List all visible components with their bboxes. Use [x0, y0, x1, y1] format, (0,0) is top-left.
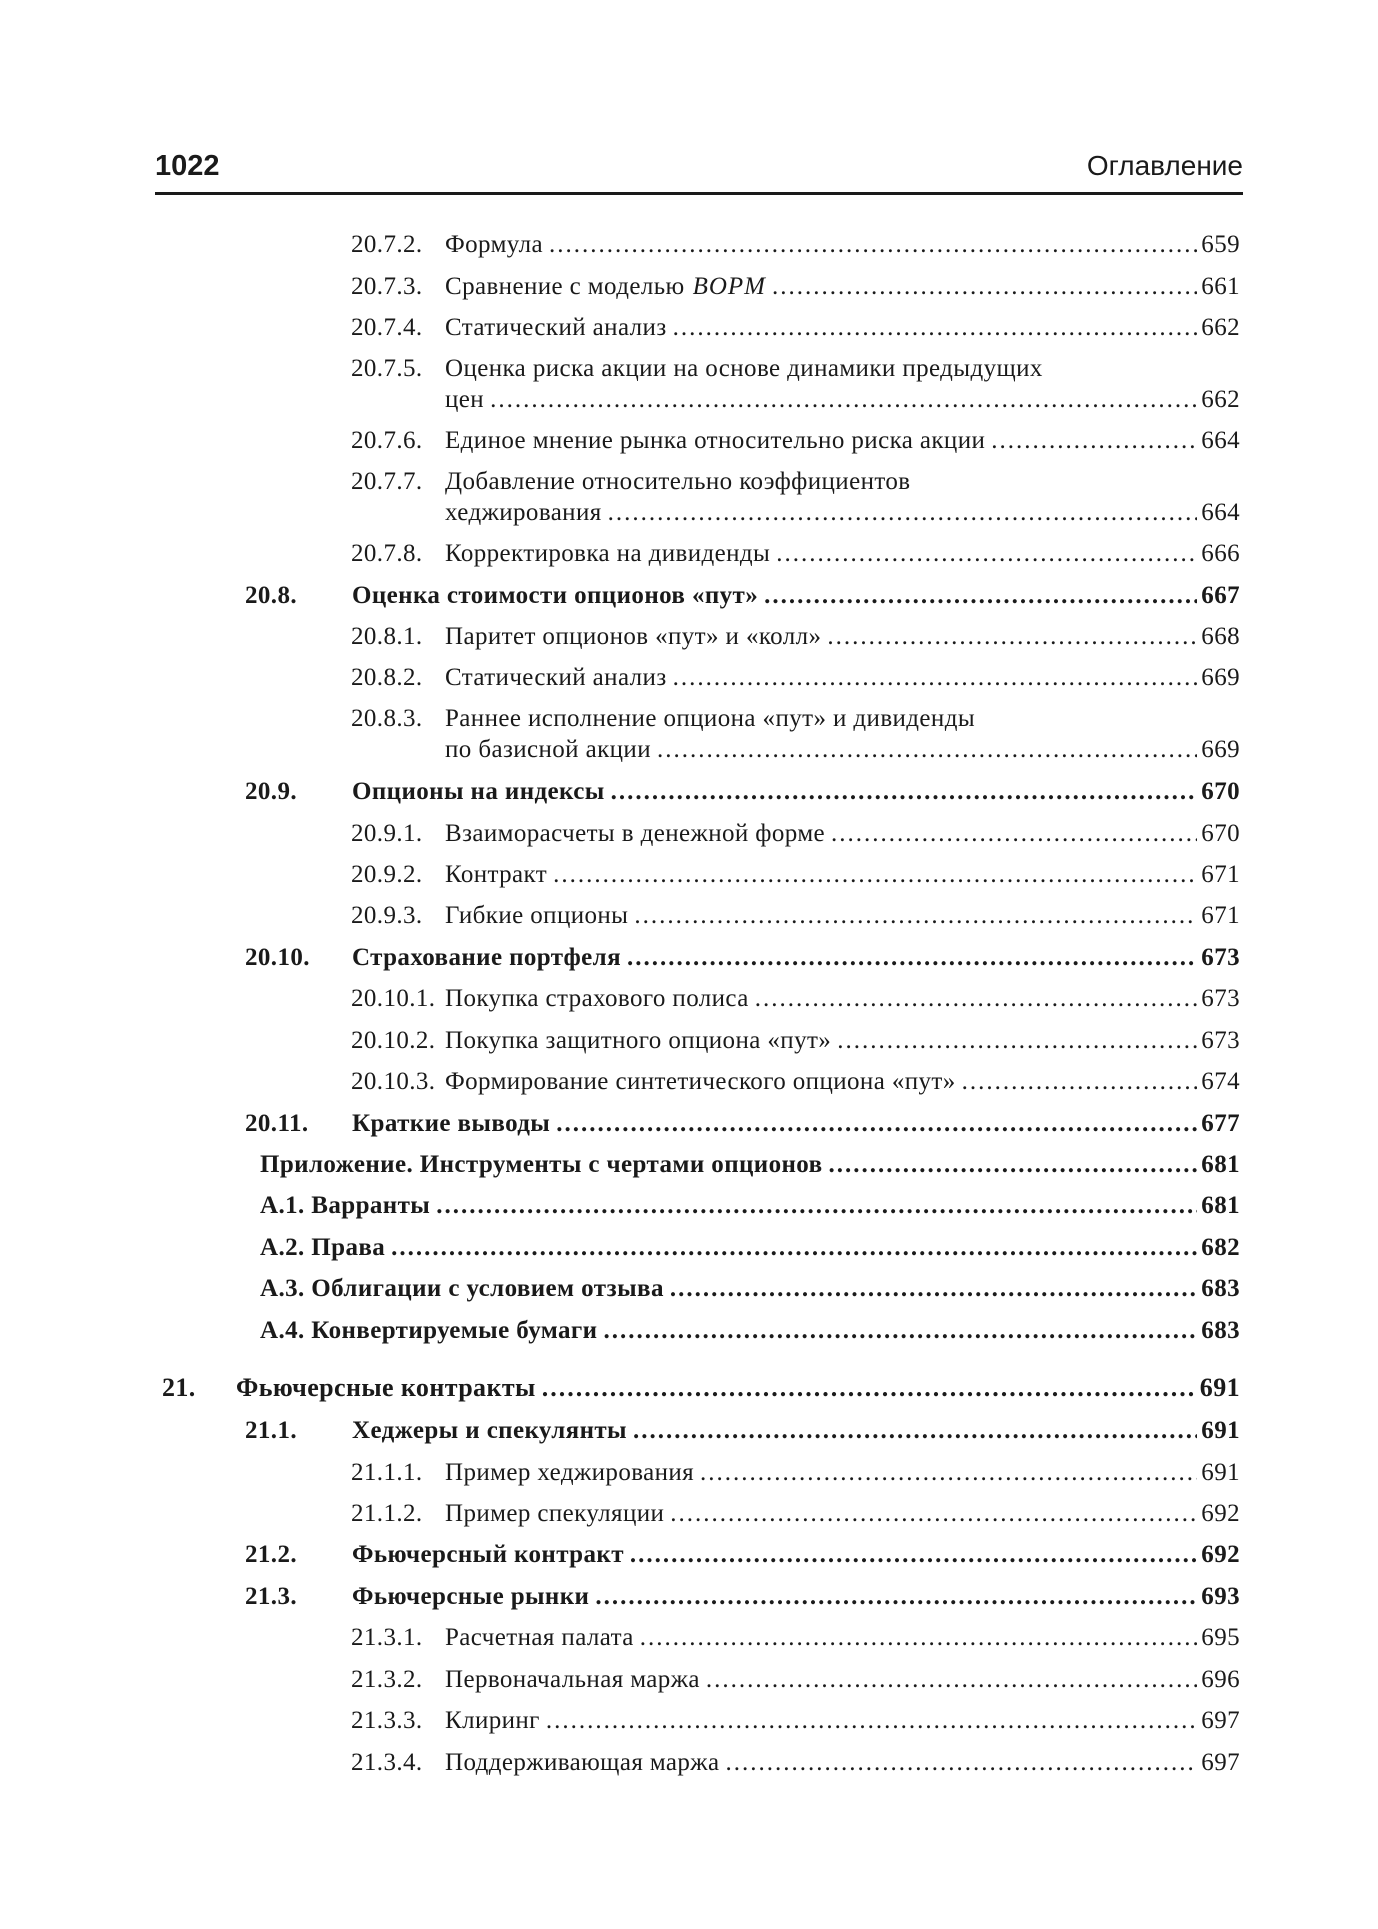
toc-entry-page: 683 [1201, 1317, 1240, 1344]
running-title: Оглавление [1086, 150, 1243, 181]
toc-entry-title: Контракт [445, 861, 548, 888]
toc-entry-page: 697 [1201, 1707, 1240, 1734]
toc-entry-title: Фьючерсные рынки [352, 1583, 590, 1610]
dot-leader [962, 1066, 1198, 1097]
toc-entry [0, 1539, 1378, 1574]
toc-entry-number: 20.10.1. [351, 985, 436, 1012]
toc-entry-page: 673 [1201, 985, 1240, 1012]
dot-leader [490, 384, 1197, 415]
toc-entry-number: 21.1. [245, 1417, 297, 1444]
toc-entry-title: Формирование синтетического опциона «пут» [445, 1068, 956, 1095]
dot-leader [436, 1190, 1197, 1221]
toc-entry-title: Единое мнение рынка относительно риска акции [445, 427, 986, 454]
dot-leader [630, 1539, 1197, 1570]
toc-entry [0, 425, 1378, 460]
toc-entry-title: Фьючерсные контракты [236, 1373, 536, 1402]
toc-entry [0, 1457, 1378, 1492]
toc-entry-page: 671 [1201, 861, 1240, 888]
dot-leader [542, 1372, 1196, 1403]
toc-entry-page: 664 [1201, 499, 1240, 526]
toc-entry [0, 703, 1378, 769]
toc-entry-title: Покупка страхового полиса [445, 985, 749, 1012]
dot-leader [556, 1108, 1197, 1139]
dot-leader [633, 1415, 1197, 1446]
toc-entry-page: 662 [1201, 314, 1240, 341]
dot-leader [776, 538, 1197, 569]
toc-entry-title: Формула [445, 231, 543, 258]
toc-entry-page: 691 [1199, 1373, 1240, 1402]
toc-entry [0, 1664, 1378, 1699]
toc-entry [0, 538, 1378, 573]
toc-entry-number: 20.9.3. [351, 902, 423, 929]
toc-entry-title: Хеджеры и спекулянты [352, 1417, 627, 1444]
toc-entry-title: Оценка риска акции на основе динамики предыдущих [445, 355, 1043, 382]
toc-entry-title: цен [445, 386, 485, 413]
toc-entry-page: 691 [1201, 1417, 1240, 1444]
dot-leader [991, 425, 1197, 456]
toc-entry-title: Клиринг [445, 1707, 540, 1734]
toc-entry-page: 683 [1201, 1275, 1240, 1302]
toc-entry [0, 353, 1378, 419]
dot-leader [595, 1581, 1197, 1612]
toc-entry-number: 21.3.4. [351, 1749, 423, 1776]
toc-entry-title: Сравнение с моделью [445, 273, 685, 300]
toc-entry-number: 20.7.7. [351, 468, 423, 495]
dot-leader [608, 497, 1198, 528]
toc-entry-page: 692 [1201, 1500, 1240, 1527]
dot-leader [829, 1149, 1198, 1180]
toc-entry-page: 695 [1201, 1624, 1240, 1651]
dot-leader [837, 1025, 1197, 1056]
toc-entry-title: А.4. Конвертируемые бумаги [260, 1317, 598, 1344]
toc-entry [0, 1372, 1378, 1407]
toc-entry-title: хеджирования [445, 499, 602, 526]
toc-entry-page: 668 [1201, 623, 1240, 650]
toc-entry-title: Краткие выводы [352, 1110, 551, 1137]
toc-entry-number: 20.7.6. [351, 427, 423, 454]
toc-entry [0, 662, 1378, 697]
toc-entry-number: 21.3. [245, 1583, 297, 1610]
toc-entry [0, 1498, 1378, 1533]
toc-entry [0, 1108, 1378, 1143]
toc-entry-title: Страхование портфеля [352, 944, 621, 971]
toc-entry-title-emphasis: BOPM [692, 273, 766, 300]
toc-entry-number: 20.7.4. [351, 314, 423, 341]
toc-entry [0, 1025, 1378, 1060]
toc-entry-number: 20.8.2. [351, 664, 423, 691]
toc-entry-title: Приложение. Инструменты с чертами опционов [260, 1151, 823, 1178]
toc-entry-title: Гибкие опционы [445, 902, 629, 929]
toc-entry-title: Поддерживающая маржа [445, 1749, 720, 1776]
toc-entry [0, 271, 1378, 306]
toc-entry-title: Расчетная палата [445, 1624, 634, 1651]
toc-entry-page: 696 [1201, 1666, 1240, 1693]
toc-entry [0, 1149, 1378, 1184]
toc-entry [0, 859, 1378, 894]
toc-entry-page: 670 [1201, 820, 1240, 847]
toc-entry-page: 664 [1201, 427, 1240, 454]
toc-entry [0, 1747, 1378, 1782]
dot-leader [673, 662, 1198, 693]
toc-entry-number: 20.8. [245, 582, 297, 609]
toc-entry [0, 312, 1378, 347]
toc-entry-number: 21.2. [245, 1541, 297, 1568]
toc-entry [0, 1232, 1378, 1267]
toc-entry [0, 1190, 1378, 1225]
toc-entry-number: 20.10.2. [351, 1027, 436, 1054]
dot-leader [634, 900, 1197, 931]
toc-entry [0, 1273, 1378, 1308]
toc-entry-page: 673 [1201, 944, 1240, 971]
toc-entry [0, 1415, 1378, 1450]
toc-entry [0, 621, 1378, 656]
toc-entry-title: Корректировка на дивиденды [445, 540, 771, 567]
toc-entry-number: 21.3.2. [351, 1666, 423, 1693]
toc-entry [0, 229, 1378, 264]
dot-leader [657, 734, 1197, 765]
toc-entry-title: Добавление относительно коэффициентов [445, 468, 911, 495]
dot-leader [611, 776, 1198, 807]
toc-entry-title: Фьючерсный контракт [352, 1541, 624, 1568]
toc-entry-page: 692 [1201, 1541, 1240, 1568]
toc-entry-number: 20.7.8. [351, 540, 423, 567]
dot-leader [831, 818, 1197, 849]
toc-entry-number: 20.10. [245, 944, 310, 971]
toc-entry-title: Статический анализ [445, 664, 667, 691]
toc-entry-title: Пример спекуляции [445, 1500, 665, 1527]
dot-leader [553, 859, 1197, 890]
toc-entry-number: 20.10.3. [351, 1068, 436, 1095]
toc-entry-page: 659 [1201, 231, 1240, 258]
toc-entry-page: 674 [1201, 1068, 1240, 1095]
dot-leader [549, 229, 1197, 260]
dot-leader [391, 1232, 1197, 1263]
toc-entry-number: 20.8.3. [351, 705, 423, 732]
toc-entry-number: 20.9.2. [351, 861, 423, 888]
dot-leader [603, 1315, 1197, 1346]
toc-entry [0, 776, 1378, 811]
toc-entry-title: Пример хеджирования [445, 1459, 695, 1486]
toc-entry-page: 667 [1201, 582, 1240, 609]
dot-leader [673, 312, 1198, 343]
toc-entry-number: 20.7.3. [351, 273, 423, 300]
toc-entry-title: А.2. Права [260, 1234, 386, 1261]
toc-entry-page: 681 [1201, 1151, 1240, 1178]
toc-entry [0, 983, 1378, 1018]
toc-entry [0, 818, 1378, 853]
toc-entry-page: 697 [1201, 1749, 1240, 1776]
toc-entry-title: Опционы на индексы [352, 778, 605, 805]
toc-entry-title: А.1. Варранты [260, 1192, 431, 1219]
toc-entry-title: Паритет опционов «пут» и «колл» [445, 623, 822, 650]
toc-entry-page: 671 [1201, 902, 1240, 929]
dot-leader [546, 1705, 1197, 1736]
toc-entry-title: Первоначальная маржа [445, 1666, 700, 1693]
toc-entry-page: 670 [1201, 778, 1240, 805]
toc-entry [0, 1705, 1378, 1740]
dot-leader [640, 1622, 1198, 1653]
toc-entry-number: 20.9. [245, 778, 297, 805]
dot-leader [627, 942, 1197, 973]
toc-entry [0, 580, 1378, 615]
toc-entry-number: 21.1.2. [351, 1500, 423, 1527]
toc-entry-number: 20.8.1. [351, 623, 423, 650]
toc-entry-page: 673 [1201, 1027, 1240, 1054]
toc-entry-number: 21.3.1. [351, 1624, 423, 1651]
dot-leader [764, 580, 1197, 611]
toc-entry [0, 466, 1378, 532]
toc-entry-page: 691 [1201, 1459, 1240, 1486]
dot-leader [670, 1498, 1197, 1529]
toc-entry-number: 21.3.3. [351, 1707, 423, 1734]
toc-entry-title: Взаиморасчеты в денежной форме [445, 820, 826, 847]
dot-leader [755, 983, 1198, 1014]
toc-entry-page: 662 [1201, 386, 1240, 413]
toc-entry-page: 681 [1201, 1192, 1240, 1219]
toc-entry [0, 1315, 1378, 1350]
toc-entry-title: А.3. Облигации с условием отзыва [260, 1275, 664, 1302]
dot-leader [670, 1273, 1197, 1304]
page-number: 1022 [155, 150, 220, 182]
toc-entry-number: 20.9.1. [351, 820, 423, 847]
dot-leader [700, 1457, 1197, 1488]
toc-entry-page: 669 [1201, 736, 1240, 763]
dot-leader [772, 271, 1197, 302]
toc-entry-page: 693 [1201, 1583, 1240, 1610]
toc-entry [0, 1066, 1378, 1101]
toc-entry-title: по базисной акции [445, 736, 651, 763]
toc-entry-number: 20.7.2. [351, 231, 423, 258]
toc-entry [0, 900, 1378, 935]
dot-leader [827, 621, 1197, 652]
toc-entry [0, 942, 1378, 977]
toc-entry-title: Покупка защитного опциона «пут» [445, 1027, 832, 1054]
toc-entry-number: 21.1.1. [351, 1459, 423, 1486]
toc-entry-number: 20.7.5. [351, 355, 423, 382]
toc-entry-page: 666 [1201, 540, 1240, 567]
toc-entry-number: 21. [162, 1373, 196, 1402]
toc-entry-title: Оценка стоимости опционов «пут» [352, 582, 759, 609]
toc-entry-page: 661 [1201, 273, 1240, 300]
toc-entry-title: Статический анализ [445, 314, 667, 341]
dot-leader [725, 1747, 1197, 1778]
toc-entry-page: 669 [1201, 664, 1240, 691]
toc-entry-page: 682 [1201, 1234, 1240, 1261]
toc-entry [0, 1622, 1378, 1657]
toc-entry-number: 20.11. [245, 1110, 309, 1137]
toc-entry-title: Раннее исполнение опциона «пут» и дивиденды [445, 705, 976, 732]
dot-leader [706, 1664, 1197, 1695]
toc-entry [0, 1581, 1378, 1616]
toc-entry-page: 677 [1201, 1110, 1240, 1137]
